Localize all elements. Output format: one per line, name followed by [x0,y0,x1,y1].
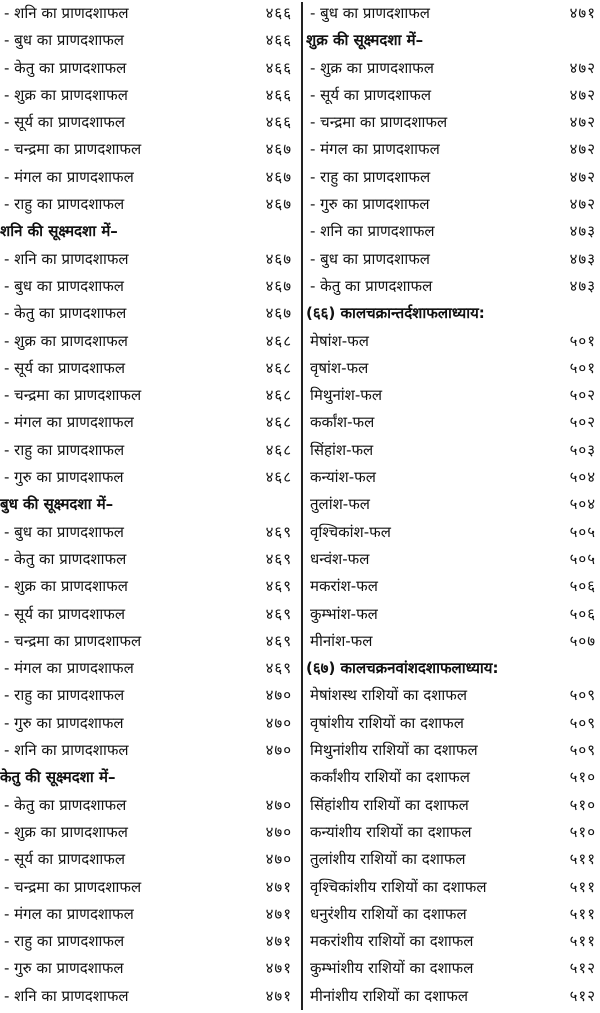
page-number: ४६८ [265,358,292,377]
entry-label: - शनि का प्राणदशाफल [4,4,129,22]
toc-left-column [0,0,300,1010]
entry-label: कन्यांश-फल [310,468,376,487]
entry-label: - सूर्य का प्राणदशाफल [310,85,432,104]
entry-label: - शनि का प्राणदशाफल [4,986,129,1005]
toc-entry [0,601,300,628]
entry-label: मकरांशीय राशियों का दशाफल [310,932,474,951]
toc-entry [306,191,600,218]
entry-label: - चन्द्रमा का प्राणदशाफल [4,140,142,159]
page-number: ५०५ [569,549,596,568]
page-number: ४६६ [265,4,292,22]
toc-entry [0,846,300,873]
entry-label: - शुक्र का प्राणदशाफल [4,85,128,104]
toc-entry [0,792,300,819]
entry-label: - मंगल का प्राणदशाफल [4,659,134,678]
toc-entry [0,300,300,327]
toc-entry [0,655,300,682]
page-number: ४७३ [569,249,596,268]
entry-label: (६६) कालचक्रान्तर्दशाफलाध्याय: [306,304,485,323]
page-number: ५०३ [569,440,596,459]
page-number: ४७० [265,713,292,732]
toc-entry [306,246,600,273]
page-number: ४६६ [265,31,292,50]
toc-entry [306,82,600,109]
toc-entry [306,409,600,436]
toc-entry [306,737,600,764]
page-number: ४७२ [569,195,596,214]
page-number: ४६८ [265,413,292,432]
entry-label: तुलांशीय राशियों का दशाफल [310,850,466,869]
entry-label: - सूर्य का प्राणदशाफल [4,113,126,132]
entry-label: - सूर्य का प्राणदशाफल [4,604,126,623]
entry-label: धनुरंशीय राशियों का दशाफल [310,904,467,923]
toc-entry [0,901,300,928]
entry-label: - सूर्य का प्राणदशाफल [4,358,126,377]
page-number: ४७१ [265,986,292,1005]
entry-label: मिथुनांशीय राशियों का दशाफल [310,741,478,760]
entry-label: - बुध का प्राणदशाफल [4,522,124,541]
entry-label: तुलांश-फल [310,495,370,514]
toc-right-column [306,0,600,1010]
entry-label: केतु की सूक्ष्मदशा में– [0,768,116,787]
page-number: ४७१ [265,904,292,923]
toc-entry [0,546,300,573]
page-number: ५०६ [569,577,596,596]
page-number: ५१० [569,768,596,787]
page-number: ५०२ [569,386,596,405]
page-number: ४६६ [265,85,292,104]
entry-label: मिथुनांश-फल [310,386,382,405]
entry-label: - केतु का प्राणदशाफल [4,795,127,814]
toc-entry [0,355,300,382]
entry-label: - गुरु का प्राणदशाफल [4,713,124,732]
page-number: ५११ [569,932,596,951]
entry-label: - राहु का प्राणदशाफल [310,167,431,186]
page-number: ४६७ [265,304,292,323]
toc-entry [306,273,600,300]
toc-entry [306,355,600,382]
page-number: ४७० [265,822,292,841]
toc-entry [306,682,600,709]
entry-label: मीनांशीय राशियों का दशाफल [310,986,469,1005]
toc-entry [0,191,300,218]
entry-label: कुम्भांशीय राशियों का दशाफल [310,959,474,978]
entry-label: कर्कांशीय राशियों का दशाफल [310,768,470,787]
toc-entry [306,491,600,518]
entry-label: - शुक्र का प्राणदशाफल [310,58,434,77]
page-number: ४६७ [265,167,292,186]
page-number: ४७० [265,686,292,705]
toc-entry [306,136,600,163]
page-number: ५०७ [569,631,596,650]
toc-entry [306,928,600,955]
page-number: ५१२ [569,986,596,1005]
entry-label: धन्वंश-फल [310,549,370,568]
entry-label: (६७) कालचक्रनवांशदशाफलाध्याय: [306,659,499,678]
page-number: ४७० [265,741,292,760]
toc-entry [0,573,300,600]
page-number: ५०४ [569,495,596,514]
page-number: ४७१ [569,4,596,22]
toc-entry [0,109,300,136]
page-number: ४७२ [569,85,596,104]
entry-label: वृश्चिकांशीय राशियों का दशाफल [310,877,487,896]
page-number: ४६९ [265,549,292,568]
entry-label: - केतु का प्राणदशाफल [310,276,433,295]
toc-entry [0,955,300,982]
toc-entry [306,628,600,655]
toc-entry [306,792,600,819]
toc-entry [306,601,600,628]
toc-entry [306,901,600,928]
page-number: ४६९ [265,631,292,650]
toc-entry [0,464,300,491]
section-heading [306,27,600,54]
page-number: ५१० [569,822,596,841]
page-number: ४६९ [265,659,292,678]
page-number: ४६६ [265,113,292,132]
page-number: ५१२ [569,959,596,978]
toc-entry [0,819,300,846]
entry-label: - राहु का प्राणदशाफल [4,932,125,951]
toc-entry [0,55,300,82]
page-number: ५०१ [569,331,596,350]
page-number: ४७० [265,795,292,814]
entry-label: - बुध का प्राणदशाफल [4,276,124,295]
column-divider [301,2,303,1010]
entry-label: - चन्द्रमा का प्राणदशाफल [4,386,142,405]
entry-label: मकरांश-फल [310,577,378,596]
page-number: ४७१ [265,932,292,951]
chapter-heading [306,300,600,327]
toc-entry [0,437,300,464]
toc-entry [0,328,300,355]
entry-label: कुम्भांश-फल [310,604,378,623]
toc-entry [0,82,300,109]
toc-entry [306,983,600,1010]
page-number: ५०६ [569,604,596,623]
toc-entry [306,710,600,737]
entry-label: - बुध का प्राणदशाफल [310,249,430,268]
toc-entry [0,874,300,901]
page-number: ४६८ [265,468,292,487]
entry-label: - शुक्र का प्राणदशाफल [4,577,128,596]
toc-entry [306,109,600,136]
toc-entry [0,409,300,436]
entry-label: - बुध का प्राणदशाफल [310,4,430,22]
entry-label: वृश्चिकांश-फल [310,522,391,541]
entry-label: - चन्द्रमा का प्राणदशाफल [4,877,142,896]
chapter-heading [306,655,600,682]
page-number: ४७२ [569,140,596,159]
page-number: ४७१ [265,959,292,978]
toc-entry [0,628,300,655]
entry-label: मेषांशस्थ राशियों का दशाफल [310,686,468,705]
entry-label: - गुरु का प्राणदशाफल [310,195,430,214]
toc-entry [0,928,300,955]
page-number: ४७३ [569,276,596,295]
page-number: ५११ [569,904,596,923]
page-number: ४७२ [569,167,596,186]
page-number: ४७२ [569,113,596,132]
page-number: ४६८ [265,440,292,459]
entry-label: - चन्द्रमा का प्राणदशाफल [4,631,142,650]
entry-label: - सूर्य का प्राणदशाफल [4,850,126,869]
toc-entry [306,0,600,27]
toc-entry [306,819,600,846]
toc-entry [0,682,300,709]
entry-label: वृषांश-फल [310,358,369,377]
page-number: ४६७ [265,276,292,295]
toc-entry [306,328,600,355]
entry-label: - शुक्र का प्राणदशाफल [4,822,128,841]
entry-label: - शनि का प्राणदशाफल [4,249,129,268]
entry-label: सिंहांश-फल [310,440,374,459]
page-number: ५११ [569,850,596,869]
toc-entry [306,382,600,409]
toc-entry [306,764,600,791]
page-number: ५१० [569,795,596,814]
toc-entry [306,519,600,546]
entry-label: - राहु का प्राणदशाफल [4,440,125,459]
entry-label: - गुरु का प्राणदशाफल [4,468,124,487]
toc-entry [0,273,300,300]
toc-entry [0,164,300,191]
page-number: ४७० [265,850,292,869]
toc-entry [306,546,600,573]
entry-label: कन्यांशीय राशियों का दशाफल [310,822,472,841]
page-number: ५११ [569,877,596,896]
page-number: ४६८ [265,331,292,350]
toc-entry [306,164,600,191]
entry-label: कर्कांश-फल [310,413,375,432]
page-number: ४६८ [265,386,292,405]
entry-label: मीनांश-फल [310,631,373,650]
page-number: ४७२ [569,58,596,77]
entry-label: - शुक्र का प्राणदशाफल [4,331,128,350]
page-number: ५०९ [569,713,596,732]
entry-label: - मंगल का प्राणदशाफल [4,904,134,923]
toc-entry [0,382,300,409]
toc-entry [306,573,600,600]
toc-entry [306,464,600,491]
entry-label: - मंगल का प्राणदशाफल [310,140,440,159]
toc-entry [306,955,600,982]
page-number: ५०१ [569,358,596,377]
entry-label: वृषांशीय राशियों का दशाफल [310,713,464,732]
page-number: ५०५ [569,522,596,541]
page-number: ४६७ [265,140,292,159]
toc-entry [0,136,300,163]
page-number: ४७१ [265,877,292,896]
page-number: ४६६ [265,58,292,77]
page-number: ४७३ [569,222,596,241]
toc-entry [306,874,600,901]
page-number: ५०९ [569,741,596,760]
entry-label: - राहु का प्राणदशाफल [4,195,125,214]
entry-label: मेषांश-फल [310,331,369,350]
section-heading [0,491,300,518]
page-number: ४६७ [265,249,292,268]
page-number: ५०४ [569,468,596,487]
entry-label: - केतु का प्राणदशाफल [4,58,127,77]
entry-label: शुक्र की सूक्ष्मदशा में– [306,31,424,50]
toc-entry [0,27,300,54]
entry-label: - मंगल का प्राणदशाफल [4,167,134,186]
entry-label: बुध की सूक्ष्मदशा में– [0,495,114,514]
entry-label: - केतु का प्राणदशाफल [4,304,127,323]
entry-label: - शनि का प्राणदशाफल [4,741,129,760]
toc-entry [0,246,300,273]
toc-entry [306,846,600,873]
toc-entry [0,737,300,764]
toc-entry [306,437,600,464]
entry-label: - बुध का प्राणदशाफल [4,31,124,50]
toc-entry [0,983,300,1010]
entry-label: सिंहांशीय राशियों का दशाफल [310,795,469,814]
toc-entry [0,710,300,737]
section-heading [0,218,300,245]
toc-entry [0,0,300,27]
entry-label: - मंगल का प्राणदशाफल [4,413,134,432]
entry-label: - शनि का प्राणदशाफल [310,222,435,241]
page-number: ४६९ [265,522,292,541]
toc-entry [306,218,600,245]
section-heading [0,764,300,791]
page-number: ४६७ [265,195,292,214]
entry-label: - केतु का प्राणदशाफल [4,549,127,568]
toc-entry [306,55,600,82]
page-number: ५०२ [569,413,596,432]
entry-label: - चन्द्रमा का प्राणदशाफल [310,113,448,132]
entry-label: - राहु का प्राणदशाफल [4,686,125,705]
page-number: ४६९ [265,577,292,596]
entry-label: - गुरु का प्राणदशाफल [4,959,124,978]
page-number: ४६९ [265,604,292,623]
toc-entry [0,519,300,546]
entry-label: शनि की सूक्ष्मदशा में– [0,222,118,241]
page-number: ५०९ [569,686,596,705]
